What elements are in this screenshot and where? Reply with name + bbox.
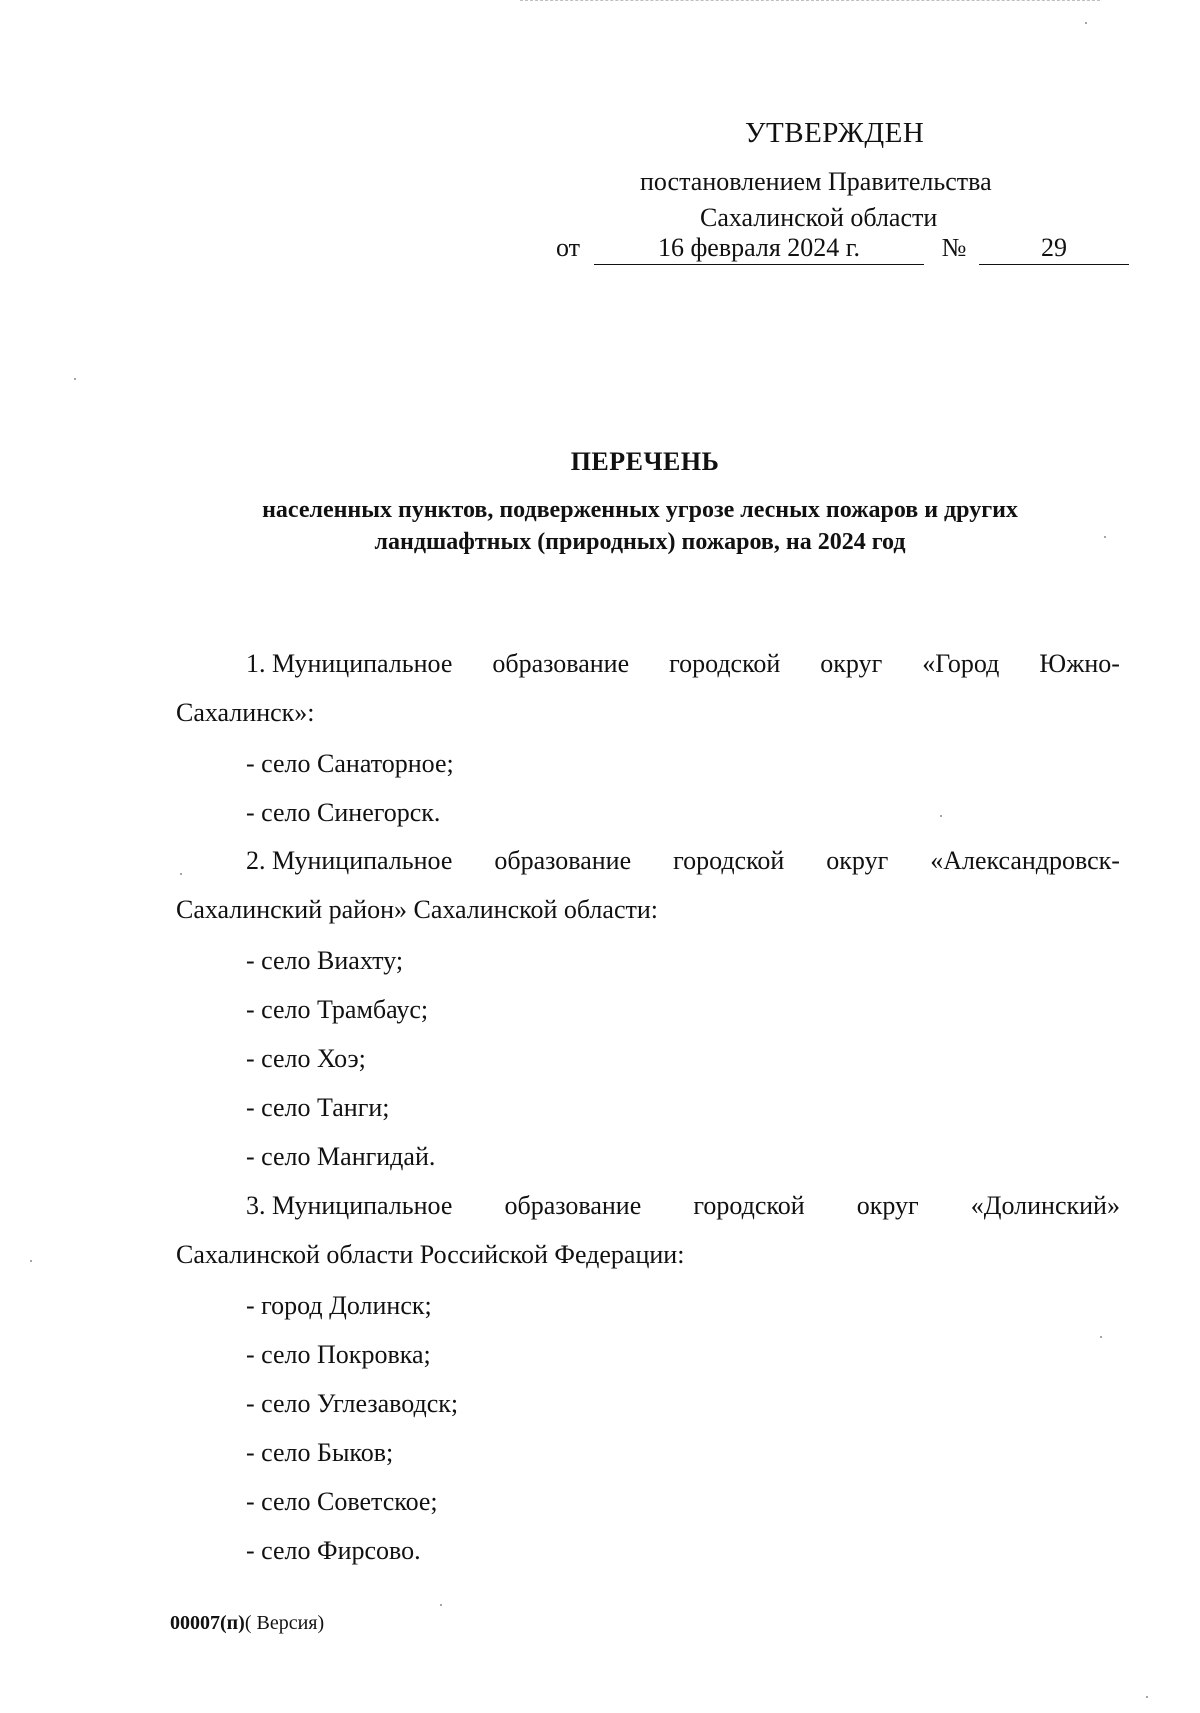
scan-speck bbox=[1100, 1336, 1102, 1338]
approval-number-label: № bbox=[941, 233, 967, 262]
scan-speck bbox=[74, 378, 76, 380]
section-3-word: городской bbox=[693, 1191, 805, 1220]
section-1-word: образование bbox=[492, 649, 630, 678]
list-item: - село Танги; bbox=[246, 1093, 390, 1122]
list-item: - село Покровка; bbox=[246, 1340, 431, 1369]
section-3-heading bbox=[176, 1191, 1120, 1221]
list-item: - село Виахту; bbox=[246, 946, 404, 975]
section-3 bbox=[176, 1191, 1120, 1270]
list-item: - город Долинск; bbox=[246, 1291, 432, 1320]
scan-speck bbox=[180, 873, 182, 875]
list-item: - село Фирсово. bbox=[246, 1536, 421, 1565]
approval-date: 16 февраля 2024 г. bbox=[594, 233, 924, 265]
section-3-word: «Долинский» bbox=[970, 1191, 1120, 1220]
section-2-continuation: Сахалинский район» Сахалинской области: bbox=[176, 895, 658, 924]
document-title: ПЕРЕЧЕНЬ bbox=[570, 447, 720, 476]
section-2-word: образование bbox=[494, 846, 632, 875]
scan-speck bbox=[1085, 22, 1087, 24]
top-dashed-line bbox=[520, 0, 1100, 2]
section-2-word: городской bbox=[673, 846, 785, 875]
section-1-word: округ bbox=[820, 649, 883, 678]
scan-speck bbox=[940, 815, 942, 817]
section-3-word: образование bbox=[504, 1191, 642, 1220]
approval-from-label: от bbox=[556, 233, 581, 262]
section-3-word: округ bbox=[856, 1191, 919, 1220]
section-2-heading bbox=[176, 846, 1120, 876]
list-item: - село Трамбаус; bbox=[246, 995, 429, 1024]
list-item: - село Углезаводск; bbox=[246, 1389, 459, 1418]
list-item: - село Синегорск. bbox=[246, 798, 441, 827]
document-subtitle-line-1: населенных пунктов, подверженных угрозе лесных пожаров и других bbox=[262, 497, 1018, 523]
section-3-continuation: Сахалинской области Российской Федерации: bbox=[176, 1240, 685, 1269]
section-1-heading bbox=[176, 649, 1120, 679]
section-1-word: городской bbox=[669, 649, 781, 678]
footer-code: 00007(п) bbox=[170, 1612, 245, 1634]
list-item: - село Мангидай. bbox=[246, 1142, 436, 1171]
list-item: - село Хоэ; bbox=[246, 1044, 366, 1073]
section-1-word: «Город bbox=[922, 649, 1000, 678]
section-2-word: 2. Муниципальное bbox=[246, 846, 453, 875]
list-item: - село Санаторное; bbox=[246, 749, 454, 778]
section-3-word: 3. Муниципальное bbox=[246, 1191, 453, 1220]
footer-document-code bbox=[170, 1612, 324, 1635]
section-1-word: 1. Муниципальное bbox=[246, 649, 453, 678]
footer-version: ( Версия) bbox=[244, 1612, 325, 1634]
document-subtitle-line-2: ландшафтных (природных) пожаров, на 2024 год bbox=[374, 529, 906, 555]
section-1-continuation: Сахалинск»: bbox=[176, 698, 315, 727]
scan-speck bbox=[1104, 536, 1106, 538]
section-1-word: Южно- bbox=[1039, 649, 1120, 678]
scan-speck bbox=[440, 1604, 442, 1606]
approval-line-2: Сахалинской области bbox=[700, 203, 938, 232]
section-2-word: округ bbox=[826, 846, 889, 875]
section-1 bbox=[176, 649, 1120, 728]
section-2-word: «Александровск- bbox=[930, 846, 1120, 875]
approval-number: 29 bbox=[979, 233, 1129, 265]
document-subtitle bbox=[190, 494, 1090, 558]
list-item: - село Советское; bbox=[246, 1487, 438, 1516]
scan-speck bbox=[30, 1260, 32, 1262]
approval-line-1: постановлением Правительства bbox=[640, 167, 992, 196]
approval-title: УТВЕРЖДЕН bbox=[745, 117, 925, 149]
section-2 bbox=[176, 846, 1120, 925]
list-item: - село Быков; bbox=[246, 1438, 394, 1467]
scan-speck bbox=[1146, 1696, 1148, 1698]
approval-date-row bbox=[556, 233, 1116, 269]
